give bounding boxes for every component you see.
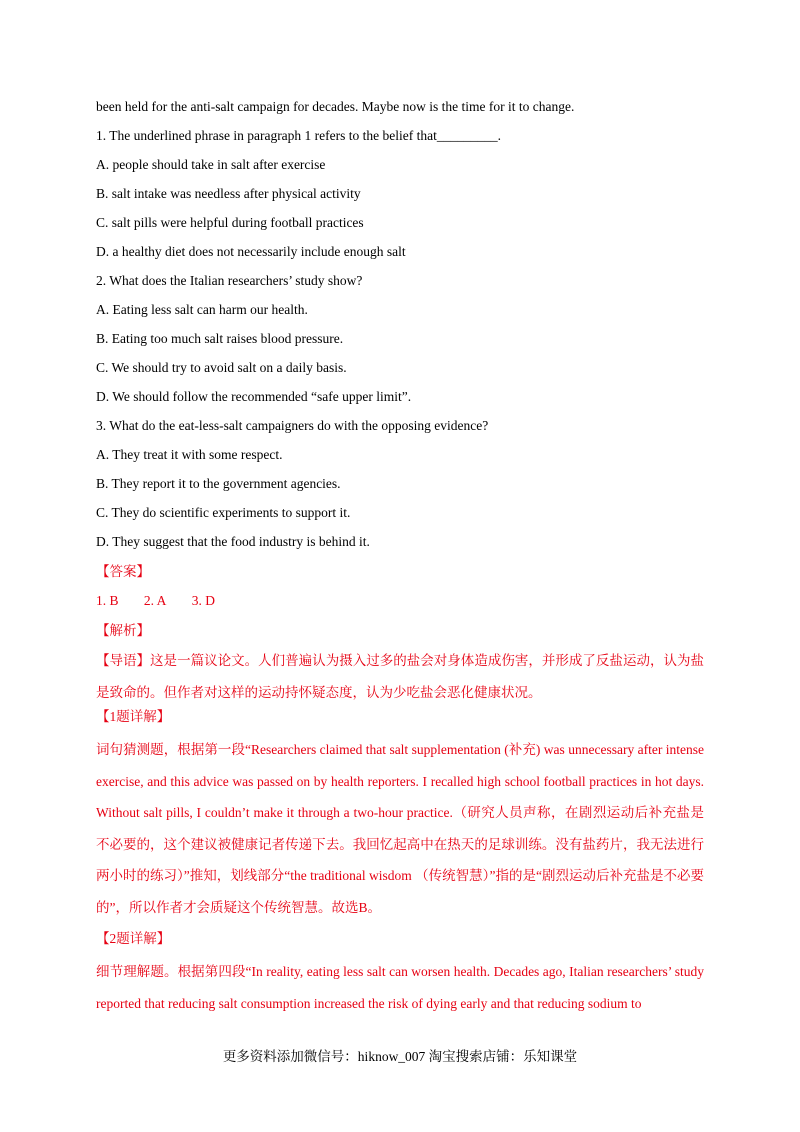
page-footer: 更多资料添加微信号：hiknow_007 淘宝搜索店铺：乐知课堂 <box>222 1049 578 1064</box>
question-1-stem: 1. The underlined phrase in paragraph 1 refers to the belief that_________. <box>96 128 501 143</box>
question-2-option-d: D. We should follow the recommended “safe upper limit”. <box>96 389 412 404</box>
answer-1: 1. B <box>96 593 119 608</box>
question-2-option-a: A. Eating less salt can harm our health. <box>96 302 308 317</box>
detail-1-heading: 【1题详解】 <box>96 709 171 724</box>
question-1-option-b: B. salt intake was needless after physical activity <box>96 186 361 201</box>
question-1-option-c: C. salt pills were helpful during football practices <box>96 215 364 230</box>
detail-1-paragraph: 词句猜测题，根据第一段“Researchers claimed that salt supplementation (补充) was unnecessary after intense exercise, and this advice was passed on by health reporters. I recalled high school football practices in hot days. Without salt pills, I couldn’t make it through a two-hour practice.（研究人员声称，在剧烈运动后补充盐是不必要的，这个建议被健康记者传递下去。我回忆起高中在热天的足球训练。没有盐药片，我无法进行两小时的练习）”推知，划线部分“the traditional wisdom （传统智慧）”指的是“剧烈运动后补充盐是不必要的”，所以作者才会质疑这个传统智慧。故选B。 <box>96 742 704 915</box>
question-1-option-d: D. a healthy diet does not necessarily include enough salt <box>96 244 406 259</box>
answer-heading: 【答案】 <box>96 564 150 579</box>
question-3-option-a: A. They treat it with some respect. <box>96 447 283 462</box>
question-3-option-d: D. They suggest that the food industry is behind it. <box>96 534 370 549</box>
question-3-stem: 3. What do the eat-less-salt campaigners do with the opposing evidence? <box>96 418 489 433</box>
guide-paragraph: 【导语】这是一篇议论文。人们普遍认为摄入过多的盐会对身体造成伤害，并形成了反盐运动，认为盐是致命的。但作者对这样的运动持怀疑态度，认为少吃盐会恶化健康状况。 <box>96 653 704 700</box>
answer-2: 2. A <box>143 593 167 608</box>
answer-3: 3. D <box>191 593 216 608</box>
detail-2-paragraph: 细节理解题。根据第四段“In reality, eating less salt can worsen health. Decades ago, Italian researchers’ study reported that reducing salt consumption increased the risk of dying early and that reducing sodium to <box>96 964 704 1011</box>
question-1-option-a: A. people should take in salt after exercise <box>96 157 326 172</box>
question-2-option-b: B. Eating too much salt raises blood pressure. <box>96 331 344 346</box>
detail-2-heading: 【2题详解】 <box>96 931 171 946</box>
question-2-option-c: C. We should try to avoid salt on a daily basis. <box>96 360 347 375</box>
question-2-stem: 2. What does the Italian researchers’ study show? <box>96 273 363 288</box>
analysis-heading: 【解析】 <box>96 623 150 638</box>
question-3-option-b: B. They report it to the government agencies. <box>96 476 341 491</box>
intro-line: been held for the anti-salt campaign for decades. Maybe now is the time for it to change. <box>96 99 575 114</box>
answer-list <box>96 592 716 610</box>
question-3-option-c: C. They do scientific experiments to support it. <box>96 505 351 520</box>
